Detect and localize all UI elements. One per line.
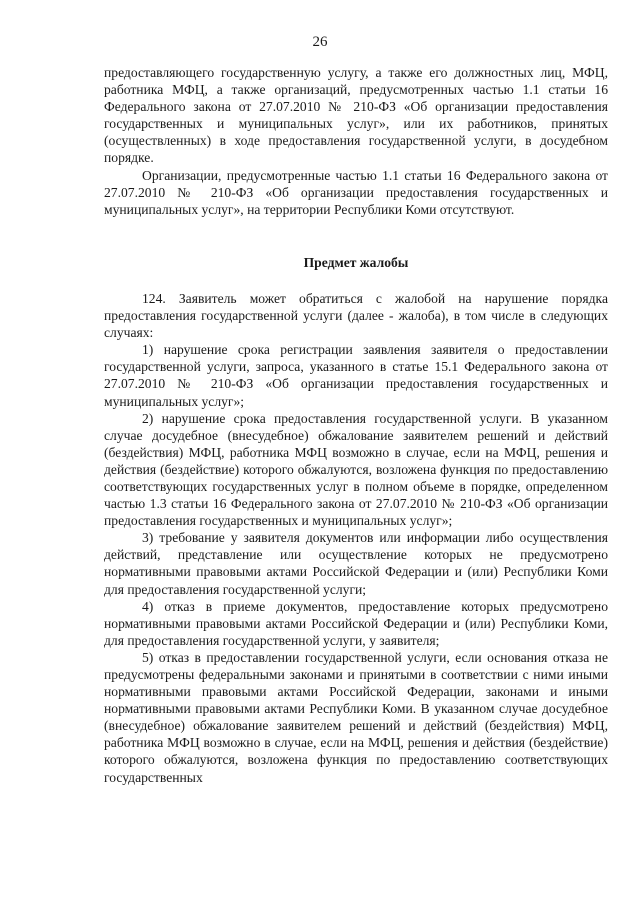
paragraph-continuation: предоставляющего государственную услугу, а также его должностных лиц, МФЦ, работника МФЦ, а также организаций, предусмотренных частью 1.1 статьи 16 Федерального закона от 27.07.2010 № 210-ФЗ «Об организации предоставления государственных и муниципальных услуг», или их работников, принятых (осуществленных) в ходе предоставления государственной услуги, в досудебном порядке. <box>104 65 608 166</box>
list-item-2: 2) нарушение срока предоставления государственной услуги. В указанном случае досудебное (внесудебное) обжалование заявителем решений и действий (бездействия) МФЦ, работника МФЦ возможно в случае, если на МФЦ, решения и действия (бездействие) которого обжалуются, возложена функция по предоставлению соответствующих государственных услуг в полном объеме в порядке, определенном частью 1.3 статьи 16 Федерального закона от 27.07.2010 № 210-ФЗ «Об организации предоставления государственных и муниципальных услуг»; <box>104 410 608 529</box>
page-number: 26 <box>312 34 328 50</box>
paragraph-item-124: 124. Заявитель может обратиться с жалобой на нарушение порядка предоставления государственной услуги (далее - жалоба), в том числе в следующих случаях: <box>104 290 608 341</box>
list-item-4: 4) отказ в приеме документов, предоставление которых предусмотрено нормативными правовыми актами Российской Федерации и (или) Республики Коми, для предоставления государственной услуги, у заявителя; <box>104 598 608 648</box>
section-heading: Предмет жалобы <box>303 254 409 270</box>
paragraph-organizations-absent: Организации, предусмотренные частью 1.1 статьи 16 Федерального закона от 27.07.2010 № 210-ФЗ «Об организации предоставления государственных и муниципальных услуг», на территории Республики Коми отсутствуют. <box>104 167 608 217</box>
list-item-3: 3) требование у заявителя документов или информации либо осуществления действий, представление или осуществление которых не предусмотрено нормативными правовыми актами Российской Федерации и (или) Республики Коми для предоставления государственной услуги; <box>104 530 608 597</box>
list-item-5: 5) отказ в предоставлении государственной услуги, если основания отказа не предусмотрены федеральными законами и принятыми в соответствии с ними иными нормативными правовыми актами Российской Федерации, законами и иными нормативными правовыми актами Республики Коми. В указанном случае досудебное (внесудебное) обжалование заявителем решений и действий (бездействия) МФЦ, работника МФЦ возможно в случае, если на МФЦ, решения и действия (бездействие) которого обжалуются, возложена функция по предоставлению соответствующих государственных <box>104 649 608 785</box>
list-item-1: 1) нарушение срока регистрации заявления заявителя о предоставлении государственной услуги, запроса, указанного в статье 15.1 Федерального закона от 27.07.2010 № 210-ФЗ «Об организации предоставления государственных и муниципальных услуг»; <box>104 342 608 409</box>
document-body <box>104 64 608 786</box>
